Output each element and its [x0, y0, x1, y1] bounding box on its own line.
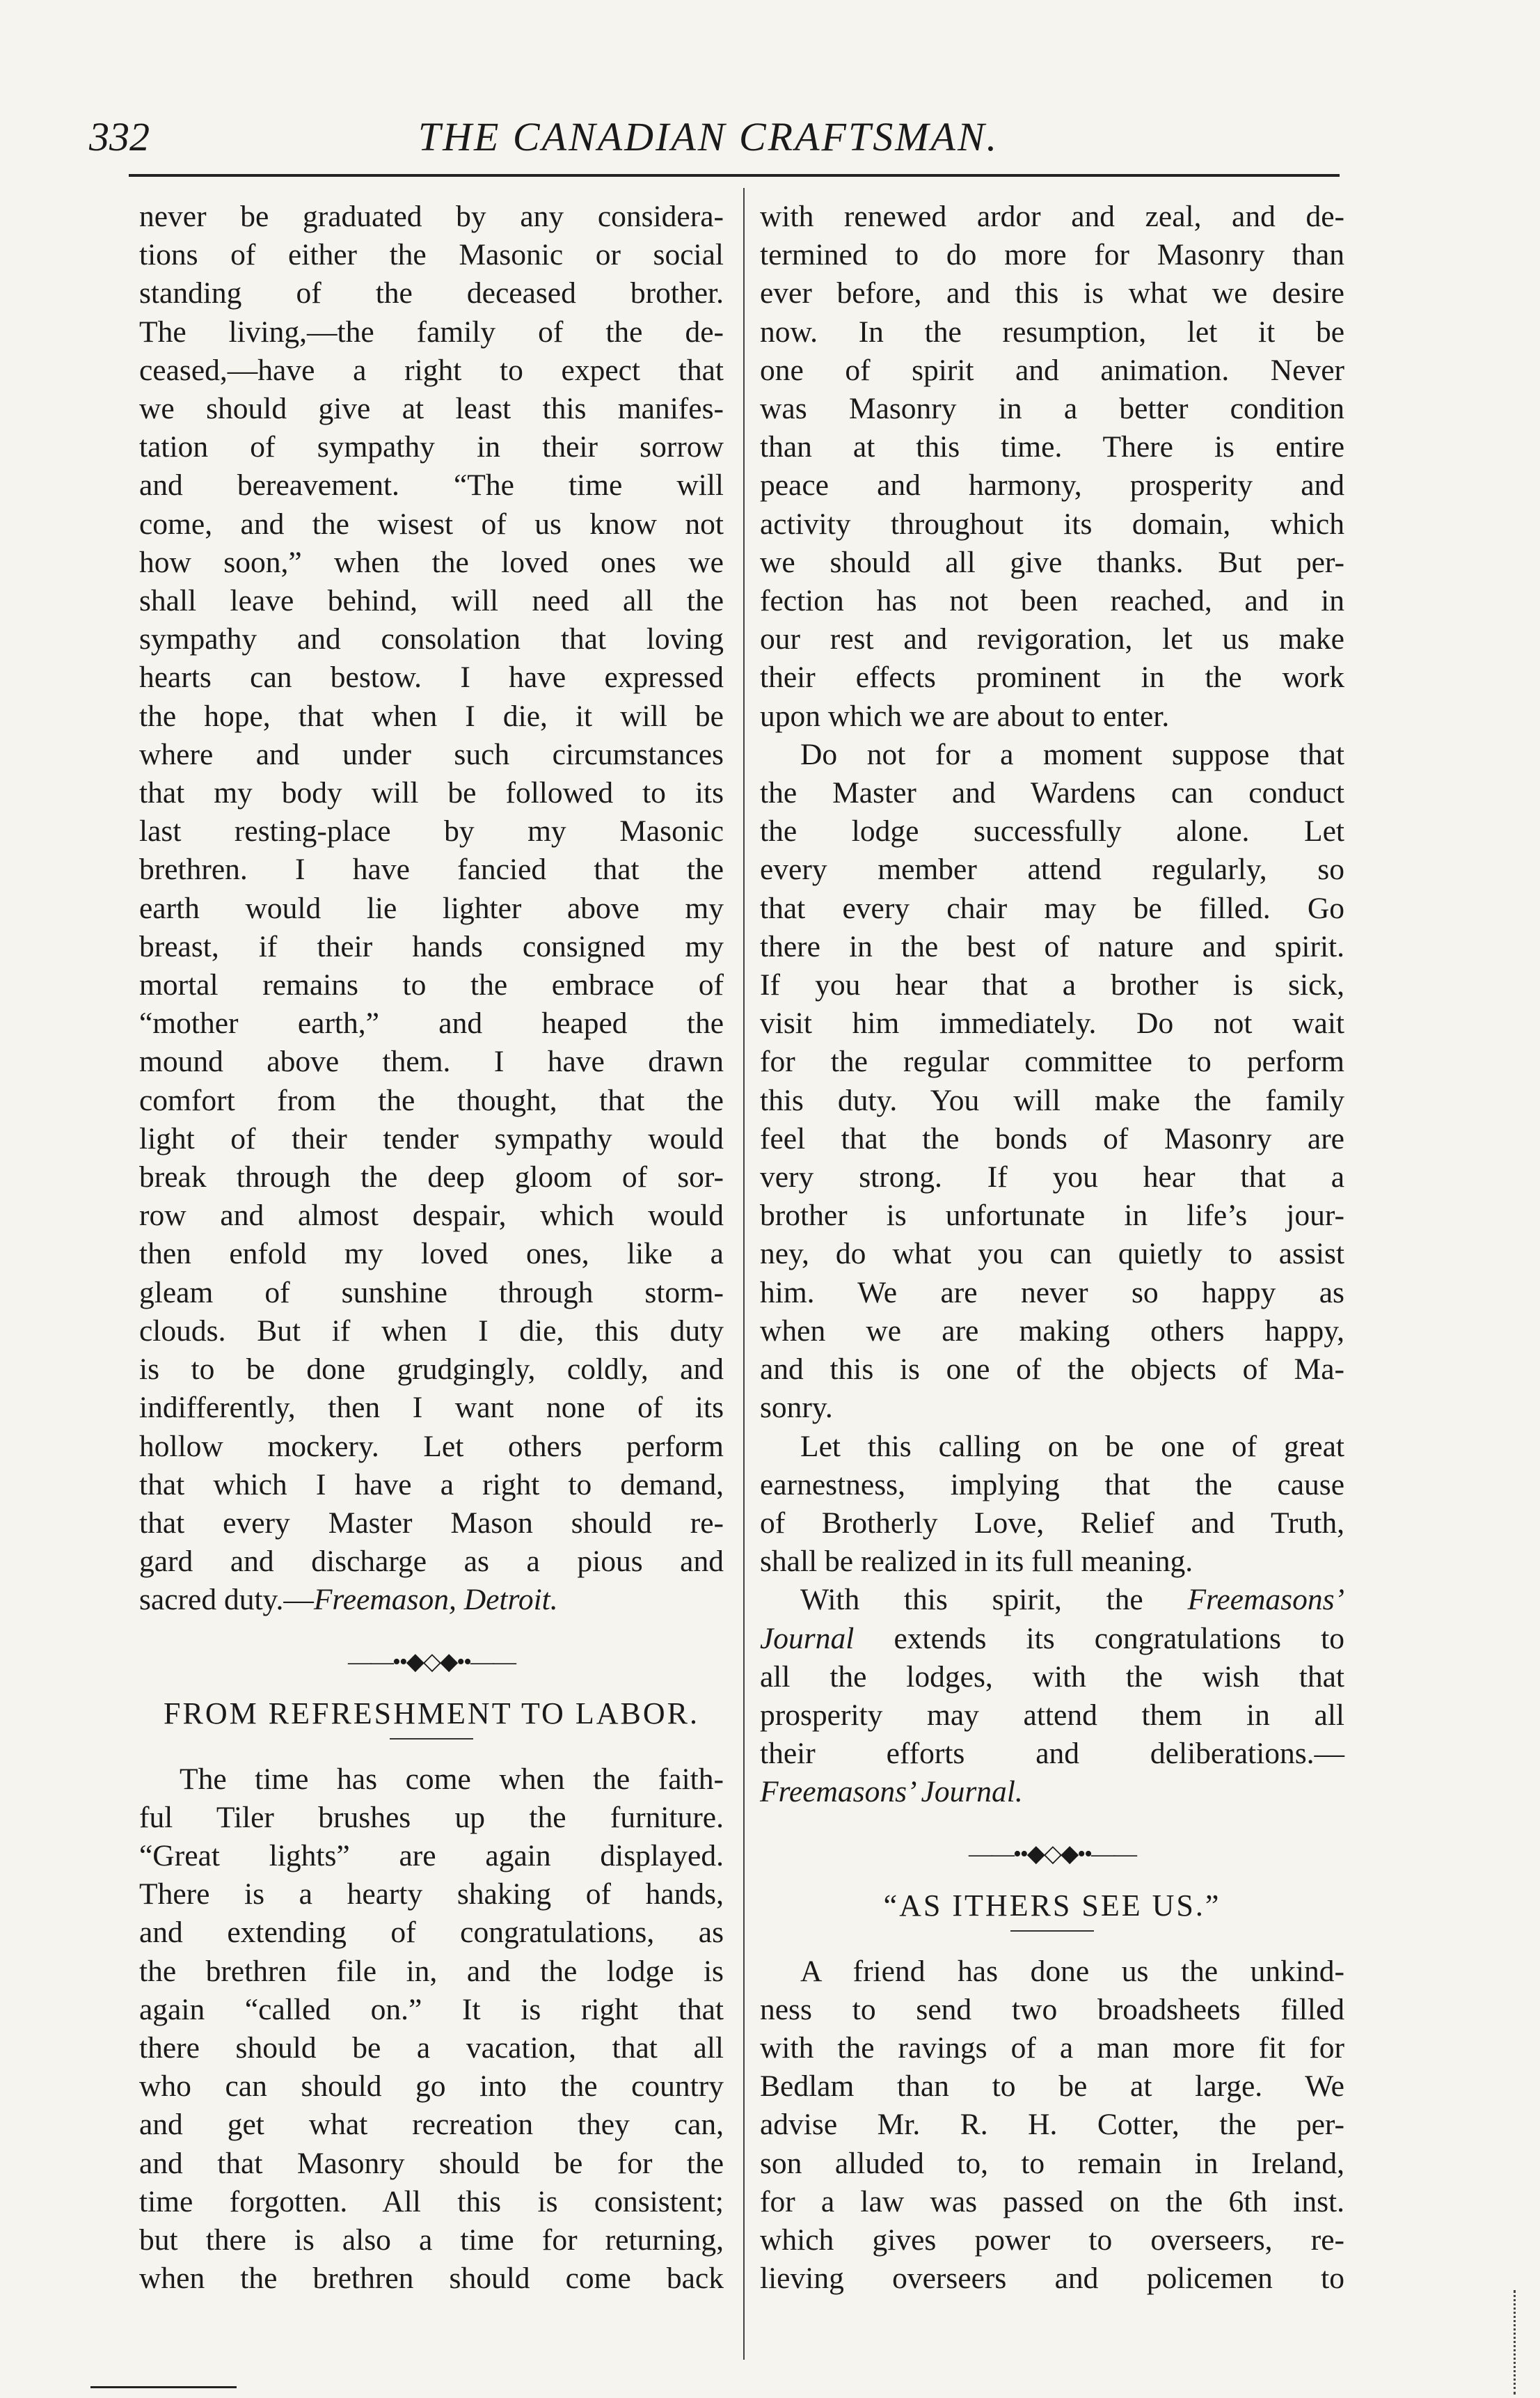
text-line: activity throughout its domain, which — [760, 507, 1344, 541]
text-line: earth would lie lighter above my — [139, 891, 724, 925]
text-line: sonry. — [760, 1391, 833, 1425]
text-line: time forgotten. All this is consistent; — [139, 2184, 724, 2218]
text-line: our rest and revigoration, let us make — [760, 622, 1344, 656]
text-line: clouds. But if when I die, this duty — [139, 1314, 724, 1348]
text-line: is to be done grudgingly, coldly, and — [139, 1352, 724, 1387]
text-line: that which I have a right to demand, — [139, 1467, 724, 1501]
text-line: brother is unfortunate in life’s jour- — [760, 1199, 1344, 1233]
text-line: every member attend regularly, so — [760, 853, 1344, 887]
page-number: 332 — [89, 114, 150, 159]
column-divider — [743, 188, 745, 2360]
text-line: and that Masonry should be for the — [139, 2146, 724, 2180]
text-line: and get what recreation they can, — [139, 2108, 724, 2142]
text-line: when we are making others happy, — [760, 1314, 1344, 1348]
text-line: and extending of congratulations, as — [139, 1916, 724, 1950]
text-line: Bedlam than to be at large. We — [760, 2069, 1344, 2104]
paragraph — [760, 1428, 1344, 1581]
text-line: termined to do more for Masonry than — [760, 238, 1344, 272]
text-line: where and under such circumstances — [139, 737, 724, 771]
text-line: tation of sympathy in their sorrow — [139, 430, 724, 464]
text-line: break through the deep gloom of sor- — [139, 1160, 724, 1194]
margin-mark — [1514, 2290, 1530, 2395]
text-line: shall be realized in its full meaning. — [760, 1545, 1193, 1579]
text-line: feel that the bonds of Masonry are — [760, 1121, 1344, 1155]
text-line: we should give at least this manifes- — [139, 392, 724, 426]
text-line: that every Master Mason should re- — [139, 1506, 724, 1540]
article-body — [139, 1760, 724, 2298]
text-line: gleam of sunshine through storm- — [139, 1275, 724, 1309]
text-line: hollow mockery. Let others perform — [139, 1429, 724, 1463]
text-line: for the regular committee to perform — [760, 1045, 1344, 1079]
text-line: who can should go into the country — [139, 2069, 724, 2104]
text-line: now. In the resumption, let it be — [760, 315, 1344, 349]
text-line: prosperity may attend them in all — [760, 1698, 1344, 1732]
article-end-line: sacred duty.—Freemason, Detroit. — [139, 1583, 558, 1617]
text-line: ceased,—have a right to expect that — [139, 353, 724, 387]
text-line: indifferently, then I want none of its — [139, 1391, 724, 1425]
text-line: was Masonry in a better condition — [760, 392, 1344, 426]
running-title: THE CANADIAN CRAFTSMAN. — [418, 114, 999, 159]
text-line: with renewed ardor and zeal, and de- — [760, 200, 1344, 233]
text-line: last resting-place by my Masonic — [139, 814, 724, 849]
text-line: “Great lights” are again displayed. — [139, 1838, 724, 1872]
text-line: sympathy and consolation that loving — [139, 622, 724, 656]
paragraph — [760, 198, 1344, 736]
text-line: their efforts and deliberations.— — [760, 1737, 1344, 1771]
right-column — [760, 198, 1344, 2298]
text-line: and bereavement. “The time will — [139, 468, 724, 503]
text-line: mortal remains to the embrace of — [139, 968, 724, 1002]
text-line: all the lodges, with the wish that — [760, 1659, 1344, 1694]
text-line: then enfold my loved ones, like a — [139, 1237, 724, 1271]
text-line: light of their tender sympathy would — [139, 1121, 724, 1155]
text-line: Do not for a moment suppose that — [800, 737, 1344, 771]
text-line: “mother earth,” and heaped the — [139, 1007, 724, 1041]
page-header — [89, 114, 1328, 180]
text-line: never be graduated by any considera- — [139, 200, 724, 233]
text-line: mound above them. I have drawn — [139, 1045, 724, 1079]
text-line: there should be a vacation, that all — [139, 2030, 724, 2065]
text-line: lieving overseers and policemen to — [760, 2262, 1344, 2296]
text-line: The time has come when the faith- — [180, 1762, 724, 1796]
text-line: There is a hearty shaking of hands, — [139, 1877, 724, 1911]
footer-rule — [90, 2386, 237, 2388]
text-line: come, and the wisest of us know not — [139, 507, 724, 541]
text-line: gard and discharge as a pious and — [139, 1545, 724, 1579]
text-line: ever before, and this is what we desire — [760, 276, 1344, 310]
source-citation: Freemason, Detroit. — [313, 1583, 558, 1617]
heading-rule — [1010, 1930, 1094, 1953]
text-line: with the ravings of a man more fit for — [760, 2030, 1344, 2065]
text-line: ney, do what you can quietly to assist — [760, 1237, 1344, 1271]
source-citation: Freemasons’ Journal. — [760, 1775, 1023, 1809]
text-line: him. We are never so happy as — [760, 1275, 1344, 1309]
text-line: Let this calling on be one of great — [800, 1429, 1344, 1463]
text-line: hearts can bestow. I have expressed — [139, 661, 724, 695]
text-line: but there is also a time for returning, — [139, 2223, 724, 2257]
text-line: peace and harmony, prosperity and — [760, 468, 1344, 503]
text-line: for a law was passed on the 6th inst. — [760, 2184, 1344, 2218]
text-line: visit him immediately. Do not wait — [760, 1007, 1344, 1041]
text-line: brethren. I have fancied that the — [139, 853, 724, 887]
text-line: the brethren file in, and the lodge is — [139, 1954, 724, 1988]
text-line: breast, if their hands consigned my — [139, 929, 724, 963]
article-heading: “AS ITHERS SEE US.” — [883, 1888, 1221, 1923]
text-line: shall leave behind, will need all the — [139, 584, 724, 618]
text-line: ful Tiler brushes up the furniture. — [139, 1800, 724, 1834]
text-line: which gives power to overseers, re- — [760, 2223, 1344, 2257]
text-line: that my body will be followed to its — [139, 776, 724, 810]
text-line: comfort from the thought, that the — [139, 1083, 724, 1117]
article-heading: FROM REFRESHMENT TO LABOR. — [164, 1696, 699, 1730]
text-line: ness to send two broadsheets filled — [760, 1992, 1344, 2026]
text-line: upon which we are about to enter. — [760, 699, 1170, 733]
text-line: than at this time. There is entire — [760, 430, 1344, 464]
text-line: row and almost despair, which would — [139, 1199, 724, 1233]
text-line: there in the best of nature and spirit. — [760, 929, 1344, 963]
text-line: their effects prominent in the work — [760, 661, 1344, 695]
paragraph: With this spirit, the Freemasons’ Journal extends its congratulations to all the lodges, with the wish that prosperity may attend them in all their efforts and deliberations.— Freemasons’ Journal. — [760, 1583, 1344, 1809]
text-line: very strong. If you hear that a — [760, 1160, 1344, 1194]
text-line: standing of the deceased brother. — [139, 276, 724, 310]
section-ornament: ——••◆◇◆••—— — [968, 1840, 1136, 1867]
text-line: son alluded to, to remain in Ireland, — [760, 2146, 1344, 2180]
header-rule — [129, 174, 1340, 177]
section-ornament: ——••◆◇◆••—— — [347, 1648, 516, 1675]
text-line: A friend has done us the unkind- — [800, 1954, 1344, 1988]
text-line: earnestness, implying that the cause — [760, 1467, 1344, 1501]
text-line: the lodge successfully alone. Let — [760, 814, 1344, 849]
text-line: one of spirit and animation. Never — [760, 353, 1344, 387]
text-line: that every chair may be filled. Go — [760, 891, 1344, 925]
text-line: If you hear that a brother is sick, — [760, 968, 1344, 1002]
text-line: this duty. You will make the family — [760, 1083, 1344, 1117]
text-line: the hope, that when I die, it will be — [139, 699, 724, 733]
paragraph — [760, 736, 1344, 1428]
text-line: the Master and Wardens can conduct — [760, 776, 1344, 810]
text-line: again “called on.” It is right that — [139, 1992, 724, 2026]
paragraph — [760, 1953, 1344, 2298]
text-line: fection has not been reached, and in — [760, 584, 1344, 618]
article-continuation — [139, 198, 724, 1581]
heading-rule — [390, 1738, 473, 1760]
text-line: tions of either the Masonic or social — [139, 238, 724, 272]
left-column — [139, 198, 724, 2298]
text-line: and this is one of the objects of Ma- — [760, 1352, 1344, 1387]
text-line: how soon,” when the loved ones we — [139, 545, 724, 579]
text-line: we should all give thanks. But per- — [760, 545, 1344, 579]
text-line: advise Mr. R. H. Cotter, the per- — [760, 2108, 1344, 2142]
text-line: when the brethren should come back — [139, 2262, 724, 2296]
text-line: of Brotherly Love, Relief and Truth, — [760, 1506, 1344, 1540]
text-line: The living,—the family of the de- — [139, 315, 724, 349]
